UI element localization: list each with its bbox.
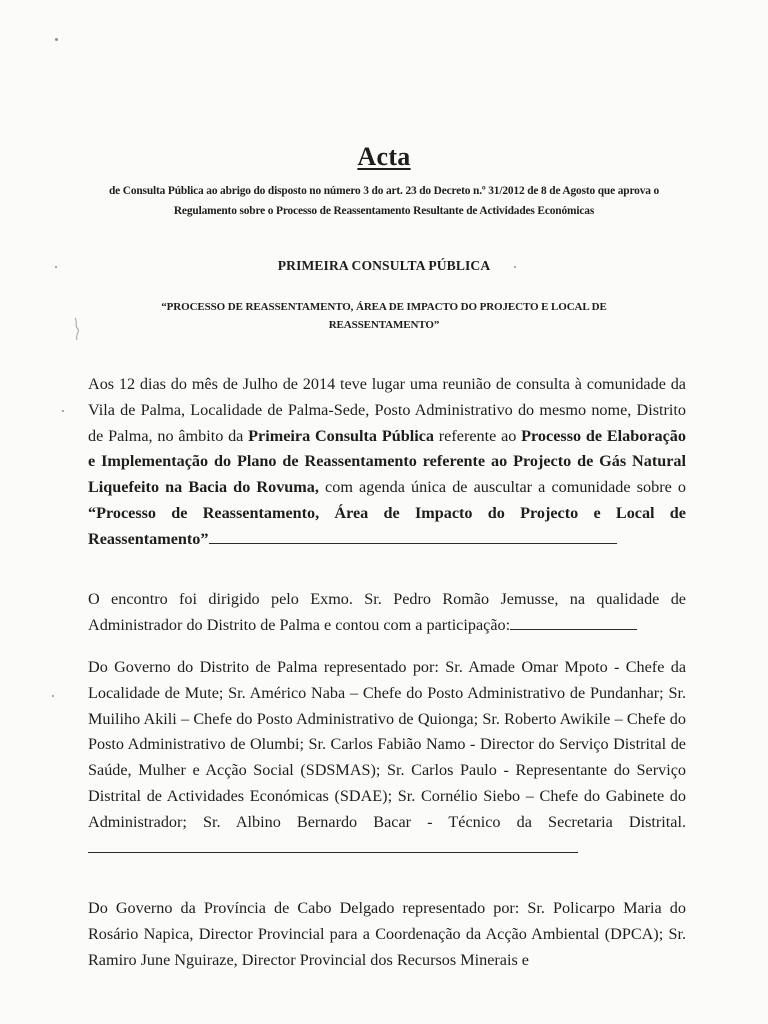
- pencil-mark: [72, 316, 82, 344]
- paragraph-bold-text: Processo de Elaboração e Implementação do Plano de Reassentamento referente ao Projecto de Gás Natural Liquefeito na Bacia do Rovuma,: [88, 426, 686, 497]
- paragraph-text: Do Governo do Distrito de Palma representado por: Sr. Amade Omar Mpoto - Chefe da Localidade de Mute; Sr. Américo Naba – Chefe do Posto Administrativo de Pundanhar; Sr. Muiliho Akili – Chefe do Posto Administrativo de Quionga; Sr. Roberto Awikile – Chefe do Posto Administrativo de Olumbi; Sr. Carlos Fabião Namo - Director do Serviço Distrital de Saúde, Mulher e Acção Social (SDSMAS); Sr. Carlos Paulo - Representante do Serviço Distrital de Actividades Económicas (SDAE); Sr. Cornélio Siebo – Chefe do Gabinete do Administrador; Sr. Albino Bernardo Bacar - Técnico da Secretaria Distrital.: [88, 658, 686, 831]
- fill-line: [510, 615, 637, 630]
- paragraph-text: Do Governo da Província de Cabo Delgado representado por: Sr. Policarpo Maria do Rosário Napica, Director Provincial para a Coordenação da Acção Ambiental (DPCA); Sr. Ramiro June Nguiraze, Director Provincial dos Recursos Minerais e: [88, 899, 686, 969]
- paragraph-text: referente ao: [434, 426, 522, 445]
- paragraph-text: O encontro foi dirigido pelo Exmo. Sr. Pedro Romão Jemusse, na qualidade de Administrador do Distrito de Palma e contou com a participação:: [88, 590, 686, 634]
- fill-line: [88, 838, 578, 853]
- paragraph-text: Aos 12 dias do mês de Julho de 2014 teve lugar uma reunião de consulta à comunidade da Vila de Palma, Localidade de Palma-Sede, Posto Administrativo do mesmo nome, Distrito de Palma, no âmbito da: [88, 375, 686, 445]
- scan-speck: [514, 266, 516, 268]
- paragraph-district-government: [88, 655, 686, 861]
- paragraph-meeting-intro: [88, 372, 686, 553]
- consultation-topic: “PROCESSO DE REASSENTAMENTO, ÁREA DE IMPACTO DO PROJECTO E LOCAL DE REASSENTAMENTO”: [161, 301, 607, 331]
- scan-speck: [62, 410, 64, 412]
- paragraph-bold-text: “Processo de Reassentamento, Área de Impacto do Projecto e Local de Reassentamento”: [88, 503, 686, 548]
- fill-line: [209, 529, 617, 544]
- paragraph-bold-text: Primeira Consulta Pública: [248, 426, 434, 445]
- document-subtitle: de Consulta Pública ao abrigo do disposto no número 3 do art. 23 do Decreto n.º 31/2012 de 8 de Agosto que aprova o Regulamento sobre o Processo de Reassentamento Resultante de Actividades Económicas: [108, 185, 660, 217]
- paragraph-provincial-government: [88, 896, 686, 973]
- document-title: Acta: [357, 142, 411, 171]
- paragraph-text: com agenda única de auscultar a comunidade sobre o: [318, 478, 686, 497]
- scan-speck: [55, 266, 57, 268]
- consultation-heading: PRIMEIRA CONSULTA PÚBLICA: [277, 258, 491, 273]
- scan-speck: [55, 38, 58, 41]
- paragraph-meeting-chair: [88, 587, 686, 639]
- scan-speck: [52, 695, 54, 697]
